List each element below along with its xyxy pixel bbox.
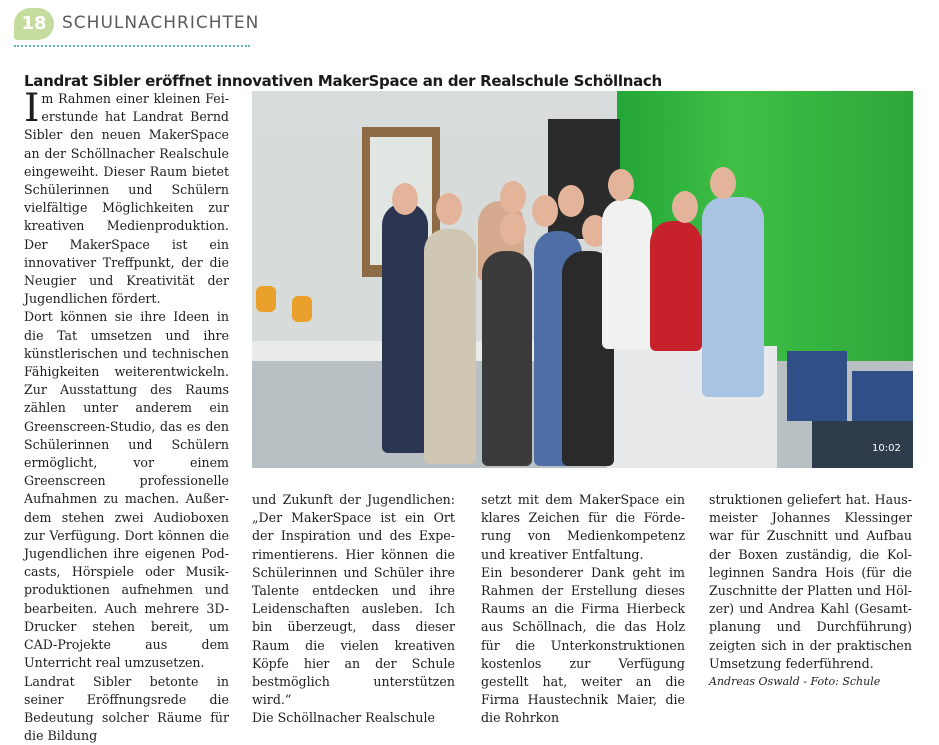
article-column-2: [252, 491, 455, 728]
article-paragraph: Dort können sie ihre Ideen in die Tat umsetzen und ihre künstlerischen und technischen Fähigkeiten weiterentwickeln. Zur Ausstattung des Raums zählen unter anderem ein Greenscreen-Studio, das es den Schülerinnen und Schülern ermöglicht, vor einem Greenscreen professionelle Aufnahmen zu machen. Außerdem stehen zwei Audioboxen zur Verfügung. Dort können die Jugendlichen ihre eigenen Podcasts, Hörspiele oder Musikproduktionen aufnehmen und bearbeiten. Auch mehrere 3D-Drucker stehen bereit, um CAD-Projekte aus dem Unterricht real umzusetzen.: [24, 308, 229, 672]
photo-person-head: [436, 193, 462, 225]
page-header: [14, 8, 250, 48]
article-column-4: [709, 491, 912, 691]
photo-audio-box: [787, 351, 847, 421]
photo-person: [602, 199, 652, 349]
paragraph-text: m Rahmen einer kleinen Feierstunde hat Landrat Bernd Sibler den neuen MakerSpace an der Schöllnacher Realschule eingeweiht. Dieser Raum bietet Schülerinnen und Schülern vielfältige Möglichkeiten zur kreativen Medienproduktion. Der MakerSpace ist ein innovativer Treffpunkt, der die Neugier und Kreativität der Jugendlichen fördert.: [24, 91, 229, 306]
article-paragraph: struktionen geliefert hat. Hausmeister Johannes Klessinger war für Zuschnitt und Aufbau der Boxen zuständig, die Kolleginnen Sandra Hois (für die Zuschnitte der Platten und Hölzer) und Andrea Kahl (Gesamtplanung und Durchführung) zeigten sich in der praktischen Umsetzung federführend.: [709, 491, 912, 673]
article-paragraph: [24, 90, 229, 308]
photo-person-head: [608, 169, 634, 201]
photo-timestamp: 10:02: [872, 443, 901, 454]
article-paragraph: und Zukunft der Jugendlichen: „Der MakerSpace ist ein Ort der Inspiration und des Experimentierens. Hier können die Schülerinnen und Schüler ihre Talente entdecken und ihre Leidenschaften ausleben. Ich bin überzeugt, dass dieser Raum die vielen kreativen Köpfe hier an der Schule bestmöglich unterstützen wird.“: [252, 491, 455, 709]
article-paragraph: Die Schöllnacher Realschule: [252, 709, 455, 727]
photo-person-head: [392, 183, 418, 215]
header-divider: [14, 45, 250, 47]
photo-person-head: [500, 213, 526, 245]
photo-person: [482, 251, 532, 466]
article-paragraph: Ein besonderer Dank geht im Rahmen der Erstellung dieses Raums an die Firma Hierbeck aus Schöllnach, die das Holz für die Unterkonstruktionen kostenlos zur Verfügung gestellt hat, weiter an die Firma Haustechnik Maier, die die Rohrkon: [481, 564, 685, 728]
photo-credit: Andreas Oswald - Foto: Schule: [709, 673, 912, 691]
photo-person: [424, 229, 476, 464]
photo-person-head: [672, 191, 698, 223]
drop-cap: I: [24, 92, 39, 126]
article-column-3: [481, 491, 685, 728]
photo-person-head: [532, 195, 558, 227]
photo-person-head: [558, 185, 584, 217]
photo-person-head: [500, 181, 526, 213]
article-paragraph: Landrat Sibler betonte in seiner Eröffnungsrede die Bedeutung solcher Räume für die Bildung: [24, 673, 229, 745]
article-photo: [252, 91, 913, 468]
photo-person: [702, 197, 764, 397]
photo-person: [382, 203, 428, 453]
section-title: SCHULNACHRICHTEN: [62, 13, 259, 33]
photo-chair: [256, 286, 276, 312]
photo-person: [650, 221, 702, 351]
photo-person-head: [710, 167, 736, 199]
photo-chair: [292, 296, 312, 322]
page-number-badge: 18: [14, 8, 54, 40]
article-paragraph: setzt mit dem MakerSpace ein klares Zeichen für die Förderung von Medienkompetenz und kreativer Entfaltung.: [481, 491, 685, 564]
article-column-1: [24, 90, 229, 745]
article-headline: Landrat Sibler eröffnet innovativen MakerSpace an der Realschule Schöllnach: [24, 72, 914, 90]
